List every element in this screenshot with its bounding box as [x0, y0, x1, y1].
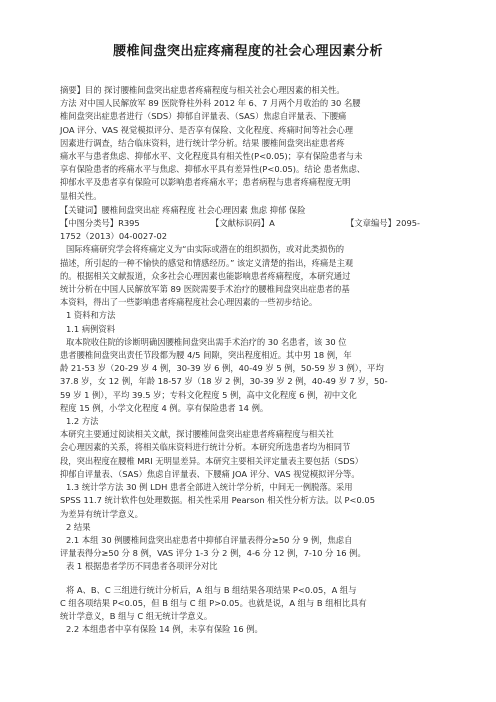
- statistics: [60, 481, 452, 521]
- abstract-line: 摘要】目的 探讨腰椎间盘突出症患者疼痛程度与相关社会心理因素的相关性。: [60, 85, 345, 95]
- discussion-line: 统计学意义，B 组与 C 组无统计学意义。: [60, 610, 213, 621]
- document-code: 【文献标识码】A: [211, 218, 275, 229]
- intro-line: 的。根据相关文献报道，众多社会心理因素也能影响患者疼痛程度，本研究通过: [60, 270, 351, 281]
- intro-line: 国际疼痛研究学会将疼痛定义为“由实际或潜在的组织损伤，或对此类损伤的: [66, 244, 345, 255]
- insurance-result: 2.2 本组患者中享有保险 14 例，未享有保险 16 例。: [66, 624, 263, 635]
- abstract-line: JOA 评分、VAS 视觉模拟评分、是否享有保险、文化程度、疼痛时间等社会心理: [60, 124, 354, 135]
- subsection-heading: 1.2 方法: [66, 416, 99, 427]
- abstract-line: 享有保险患者的疼痛水平与焦虑、抑郁水平具有差异性(P<0.05)。结论 患者焦虑、: [60, 164, 366, 175]
- abstract-line: 方法 对中国人民解放军 89 医院脊柱外科 2012 年 6、7 月两个月收治的 30 名腰: [60, 98, 361, 109]
- results: [60, 534, 452, 560]
- abstract-line: 椎间盘突出症患者进行（SDS）抑郁自评量表、（SAS）焦虑自评量表、下腰痛: [60, 111, 347, 122]
- case-line: 取本院收住院的诊断明确因腰椎间盘突出需手术治疗的 30 名患者，该 30 位: [66, 336, 347, 347]
- methods-line: 段，突出程度在腰椎 MRI 无明显差异。本研究主要相关评定量表主要包括（SDS）: [60, 455, 364, 466]
- table-discussion: [60, 584, 452, 624]
- case-line: 37.8 岁，女 12 例，年龄 18-57 岁（18 岁 2 例，30-39 岁 2 例，40-49 岁 7 岁，50-: [60, 376, 388, 387]
- case-line: 患者腰椎间盘突出责任节段都为腰 4/5 间隙，突出程度相近。其中男 18 例，年: [60, 350, 352, 361]
- methods: [60, 428, 452, 481]
- abstract-line: 抑郁水平及患者享有保险可以影响患者疼痛水平；患者病程与患者疼痛程度无明: [60, 177, 351, 188]
- methods-line: 抑郁自评量表、（SAS）焦虑自评量表、下腰痛 JOA 评分、VAS 视觉模拟评分等。: [60, 468, 360, 479]
- case-line: 59 岁 1 例），平均 39.5 岁；专科文化程度 5 例，高中文化程度 6 例，初中文化: [60, 389, 357, 400]
- case-line: 龄 21-53 岁（20-29 岁 4 例，30-39 岁 6 例，40-49 岁 5 例，50-59 岁 3 例），平均: [60, 363, 384, 374]
- article-number: 【文章编号】2095-: [346, 218, 420, 229]
- section-heading: 1 资料和方法: [66, 310, 116, 321]
- methods-line: 会心理因素的关系，将相关临床资料进行统计分析。本研究所选患者均为相同节: [60, 442, 351, 453]
- paper-title: 腰椎间盘突出症疼痛程度的社会心理因素分析: [112, 44, 383, 59]
- introduction: [60, 243, 452, 309]
- intro-line: 描述，所引起的一种不愉快的感觉和情感经历。” 该定义清楚的指出，疼痛是主观: [60, 257, 354, 268]
- intro-line: 统计分析在中国人民解放军第 89 医院需要手术治疗的腰椎间盘突出症患者的基: [60, 284, 350, 295]
- article-number-cont: 1752（2013）04-0027-02: [60, 231, 168, 242]
- intro-line: 本资料，得出了一些影响患者疼痛程度社会心理因素的一些初步结论。: [60, 297, 318, 308]
- results-line: 评量表得分≥50 分 8 例，VAS 评分 1-3 分 2 例，4-6 分 12 例，7-10 分 16 例。: [60, 548, 366, 559]
- subsection-heading: 1.1 病例资料: [66, 323, 116, 334]
- abstract-line: 痛水平与患者焦虑、抑郁水平、文化程度具有相关性(P<0.05)；享有保险患者与未: [60, 151, 363, 162]
- methods-line: 本研究主要通过阅读相关文献，探讨腰椎间盘突出症患者疼痛程度与相关社: [60, 429, 334, 440]
- case-data: [60, 336, 452, 415]
- abstract: [60, 84, 452, 203]
- stats-line: 1.3 统计学方法 30 例 LDH 患者全部进入统计学分析，中间无一例脱落。采用: [66, 482, 353, 493]
- section-heading: 2 结果: [66, 521, 91, 532]
- abstract-line: 显相关性。: [60, 190, 102, 201]
- case-line: 程度 15 例，小学文化程度 4 例。享有保险患者 14 例。: [60, 402, 269, 413]
- abstract-line: 因素进行调查，结合临床资料，进行统计学分析。结果 腰椎间盘突出症患者疼: [60, 137, 345, 148]
- stats-line: SPSS 11.7 统计软件包处理数据。相关性采用 Pearson 相关性分析方法。以 P<0.05: [60, 495, 375, 506]
- discussion-line: 将 A、B、C 三组进行统计分析后，A 组与 B 组结果各项结果 P<0.05，A 组与: [66, 584, 357, 595]
- classification-row: [60, 217, 420, 230]
- discussion-line: C 组各项结果 P<0.05，但 B 组与 C 组 P>0.05。也就是说，A 组与 B 组相比具有: [60, 597, 367, 608]
- clc-number: 【中图分类号】R395: [60, 218, 140, 229]
- paper-body: [60, 84, 452, 636]
- keywords: 【关键词】腰椎间盘突出症 疼痛程度 社会心理因素 焦虑 抑郁 保险: [60, 204, 306, 215]
- table-caption: 表 1 根据患者学历不同患者各项评分对比: [66, 561, 218, 572]
- results-line: 2.1 本组 30 例腰椎间盘突出症患者中抑郁自评量表得分≥50 分 9 例，焦虑自: [66, 534, 353, 545]
- stats-line: 为差异有统计学意义。: [60, 508, 143, 519]
